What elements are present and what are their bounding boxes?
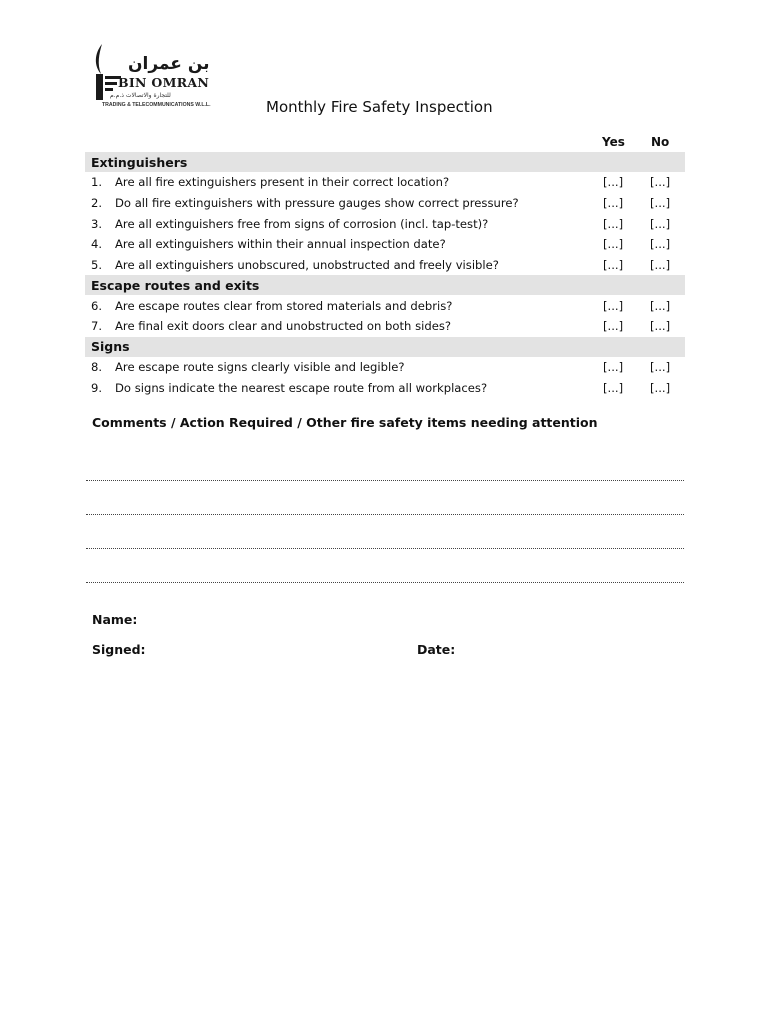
item-number: 7. xyxy=(91,319,103,334)
no-checkbox[interactable]: [...] xyxy=(650,298,671,313)
yes-checkbox[interactable]: [...] xyxy=(603,360,624,375)
column-header-no: No xyxy=(651,135,670,149)
table-row xyxy=(85,316,685,337)
table-row xyxy=(85,255,685,276)
comment-line[interactable] xyxy=(86,582,684,583)
item-question: Do all fire extinguishers with pressure gauges show correct pressure? xyxy=(115,196,519,211)
signed-label: Signed: xyxy=(92,642,146,657)
section-heading-escape-routes: Escape routes and exits xyxy=(85,275,685,295)
no-checkbox[interactable]: [...] xyxy=(650,196,671,211)
item-number: 6. xyxy=(91,298,103,313)
item-question: Are escape route signs clearly visible and legible? xyxy=(115,360,405,375)
logo-arabic-name: بن عمران xyxy=(128,54,210,74)
section-heading-signs: Signs xyxy=(85,337,685,357)
yes-checkbox[interactable]: [...] xyxy=(603,196,624,211)
item-number: 1. xyxy=(91,175,103,190)
table-row xyxy=(85,357,685,378)
item-question: Are all extinguishers unobscured, unobstructed and freely visible? xyxy=(115,258,499,273)
yes-checkbox[interactable]: [...] xyxy=(603,258,624,273)
item-number: 8. xyxy=(91,360,103,375)
no-checkbox[interactable]: [...] xyxy=(650,360,671,375)
item-number: 5. xyxy=(91,258,103,273)
item-number: 2. xyxy=(91,196,103,211)
table-row xyxy=(85,378,685,399)
yes-checkbox[interactable]: [...] xyxy=(603,380,624,395)
no-checkbox[interactable]: [...] xyxy=(650,175,671,190)
comment-line[interactable] xyxy=(86,548,684,549)
item-number: 9. xyxy=(91,380,103,395)
table-row xyxy=(85,193,685,214)
item-question: Do signs indicate the nearest escape route from all workplaces? xyxy=(115,380,488,395)
page-title: Monthly Fire Safety Inspection xyxy=(266,98,493,116)
logo-tagline: TRADING & TELECOMMUNICATIONS W.L.L. xyxy=(102,102,211,108)
date-label: Date: xyxy=(417,642,456,657)
yes-checkbox[interactable]: [...] xyxy=(603,175,624,190)
column-header-yes: Yes xyxy=(602,135,625,149)
item-number: 3. xyxy=(91,216,103,231)
yes-checkbox[interactable]: [...] xyxy=(603,237,624,252)
table-row xyxy=(85,172,685,193)
comment-line[interactable] xyxy=(86,480,684,481)
logo-company-name: BIN OMRAN xyxy=(118,75,210,90)
yes-checkbox[interactable]: [...] xyxy=(603,216,624,231)
company-logo xyxy=(92,40,222,112)
item-number: 4. xyxy=(91,237,103,252)
yes-checkbox[interactable]: [...] xyxy=(603,298,624,313)
no-checkbox[interactable]: [...] xyxy=(650,216,671,231)
yes-checkbox[interactable]: [...] xyxy=(603,319,624,334)
inspection-table xyxy=(85,152,685,398)
no-checkbox[interactable]: [...] xyxy=(650,380,671,395)
no-checkbox[interactable]: [...] xyxy=(650,258,671,273)
table-row xyxy=(85,295,685,316)
section-heading-extinguishers: Extinguishers xyxy=(85,152,685,172)
table-row xyxy=(85,234,685,255)
table-row xyxy=(85,213,685,234)
no-checkbox[interactable]: [...] xyxy=(650,237,671,252)
item-question: Are escape routes clear from stored materials and debris? xyxy=(115,298,453,313)
no-checkbox[interactable]: [...] xyxy=(650,319,671,334)
comment-line[interactable] xyxy=(86,514,684,515)
item-question: Are all fire extinguishers present in their correct location? xyxy=(115,175,450,190)
name-label: Name: xyxy=(92,612,138,627)
item-question: Are all extinguishers within their annual inspection date? xyxy=(115,237,446,252)
logo-arabic-tagline: للتجارة والاتصالات ذ.م.م xyxy=(110,92,171,99)
item-question: Are final exit doors clear and unobstructed on both sides? xyxy=(115,319,452,334)
item-question: Are all extinguishers free from signs of corrosion (incl. tap-test)? xyxy=(115,216,489,231)
comments-heading: Comments / Action Required / Other fire safety items needing attention xyxy=(92,415,598,430)
